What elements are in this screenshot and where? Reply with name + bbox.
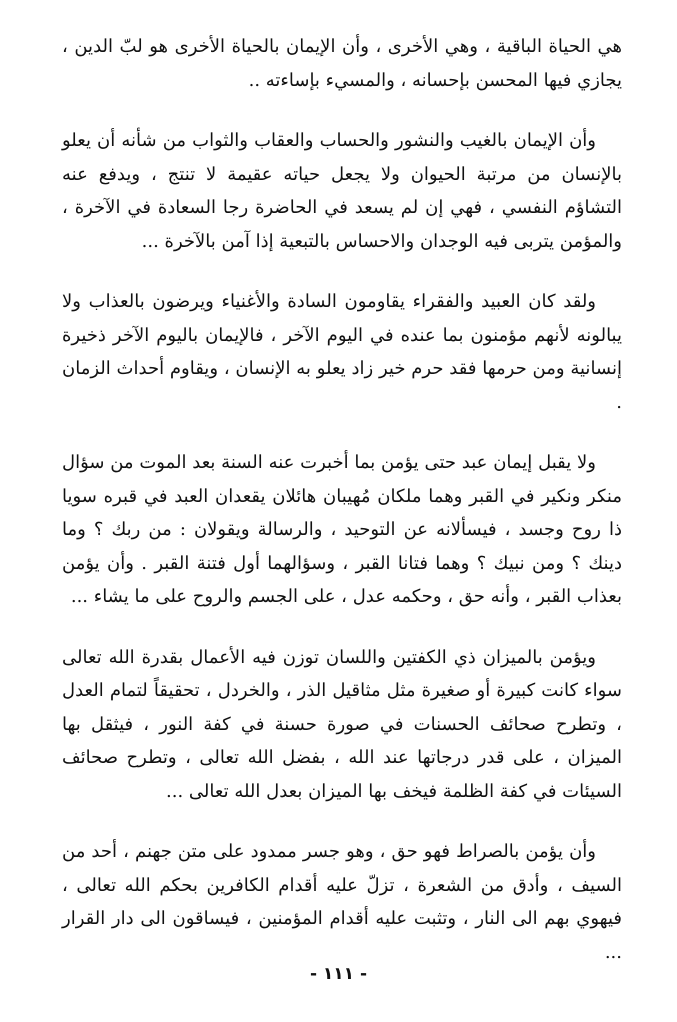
page-body-text [62,30,622,996]
paragraph-belief-in-unseen: وأن الإيمان بالغيب والنشور والحساب والعقاب والثواب من شأنه أن يعلو بالإنسان من مرتبة الحيوان ولا يجعل حياته عقيمة لا تنتج ، ويدفع عنه التشاؤم النفسي ، فهي إن لم يسعد في الحاضرة رجا السعادة في الآخرة ، والمؤمن يتربى فيه الوجدان والاحساس بالتبعية إذا آمن بالآخرة ... [62,130,622,252]
paragraph-the-scale: ويؤمن بالميزان ذي الكفتين واللسان توزن فيه الأعمال بقدرة الله تعالى سواء كانت كبيرة أو صغيرة مثل مثاقيل الذر ، والخردل ، تحقيقاً لتمام العدل ، وتطرح صحائف الحسنات في صورة حسنة في كفة النور ، فيثقل بها الميزان ، على قدر درجاتها عند الله ، بفضل الله تعالى ، وتطرح صحائف السيئات في كفة الظلمة فيخف بها الميزان بعدل الله تعالى ... [62,646,622,802]
paragraph-grave-questioning: ولا يقبل إيمان عبد حتى يؤمن بما أخبرت عنه السنة بعد الموت من سؤال منكر ونكير في القبر وهما ملكان مُهيبان هائلان يقعدان العبد في قبره سويا ذا روح وجسد ، فيسألانه عن التوحيد ، والرسالة ويقولان : من ربك ؟ وما دينك ؟ ومن نبيك ؟ وهما فتانا القبر ، وسؤالهما أول فتنة القبر . وأن يؤمن بعذاب القبر ، وأنه حق ، وحكمه عدل ، على الجسم والروح على ما يشاء ... [62,452,622,607]
paragraph-the-bridge: وأن يؤمن بالصراط فهو حق ، وهو جسر ممدود على متن جهنم ، أحد من السيف ، وأدق من الشعرة ، تزلّ عليه أقدام الكافرين بحكم الله تعالى ، فيهوي بهم الى النار ، وتثبت عليه أقدام المؤمنين ، فيساقون الى دار القرار ... [62,841,622,963]
paragraph-afterlife-reward: هي الحياة الباقية ، وهي الأخرى ، وأن الإيمان بالحياة الأخرى هو لبّ الدين ، يجازي فيها المحسن بإحسانه ، والمسيء بإساءته .. [62,36,622,91]
paragraph-slaves-and-poor: ولقد كان العبيد والفقراء يقاومون السادة والأغنياء ويرضون بالعذاب ولا يبالونه لأنهم مؤمنون بما عنده في اليوم الآخر ، فالإيمان باليوم الآخر ذخيرة إنسانية ومن حرمها فقد حرم خير زاد يعلو به الإنسان ، ويقاوم أحداث الزمان . [62,291,622,413]
page-number: - ١١١ - [309,964,368,984]
